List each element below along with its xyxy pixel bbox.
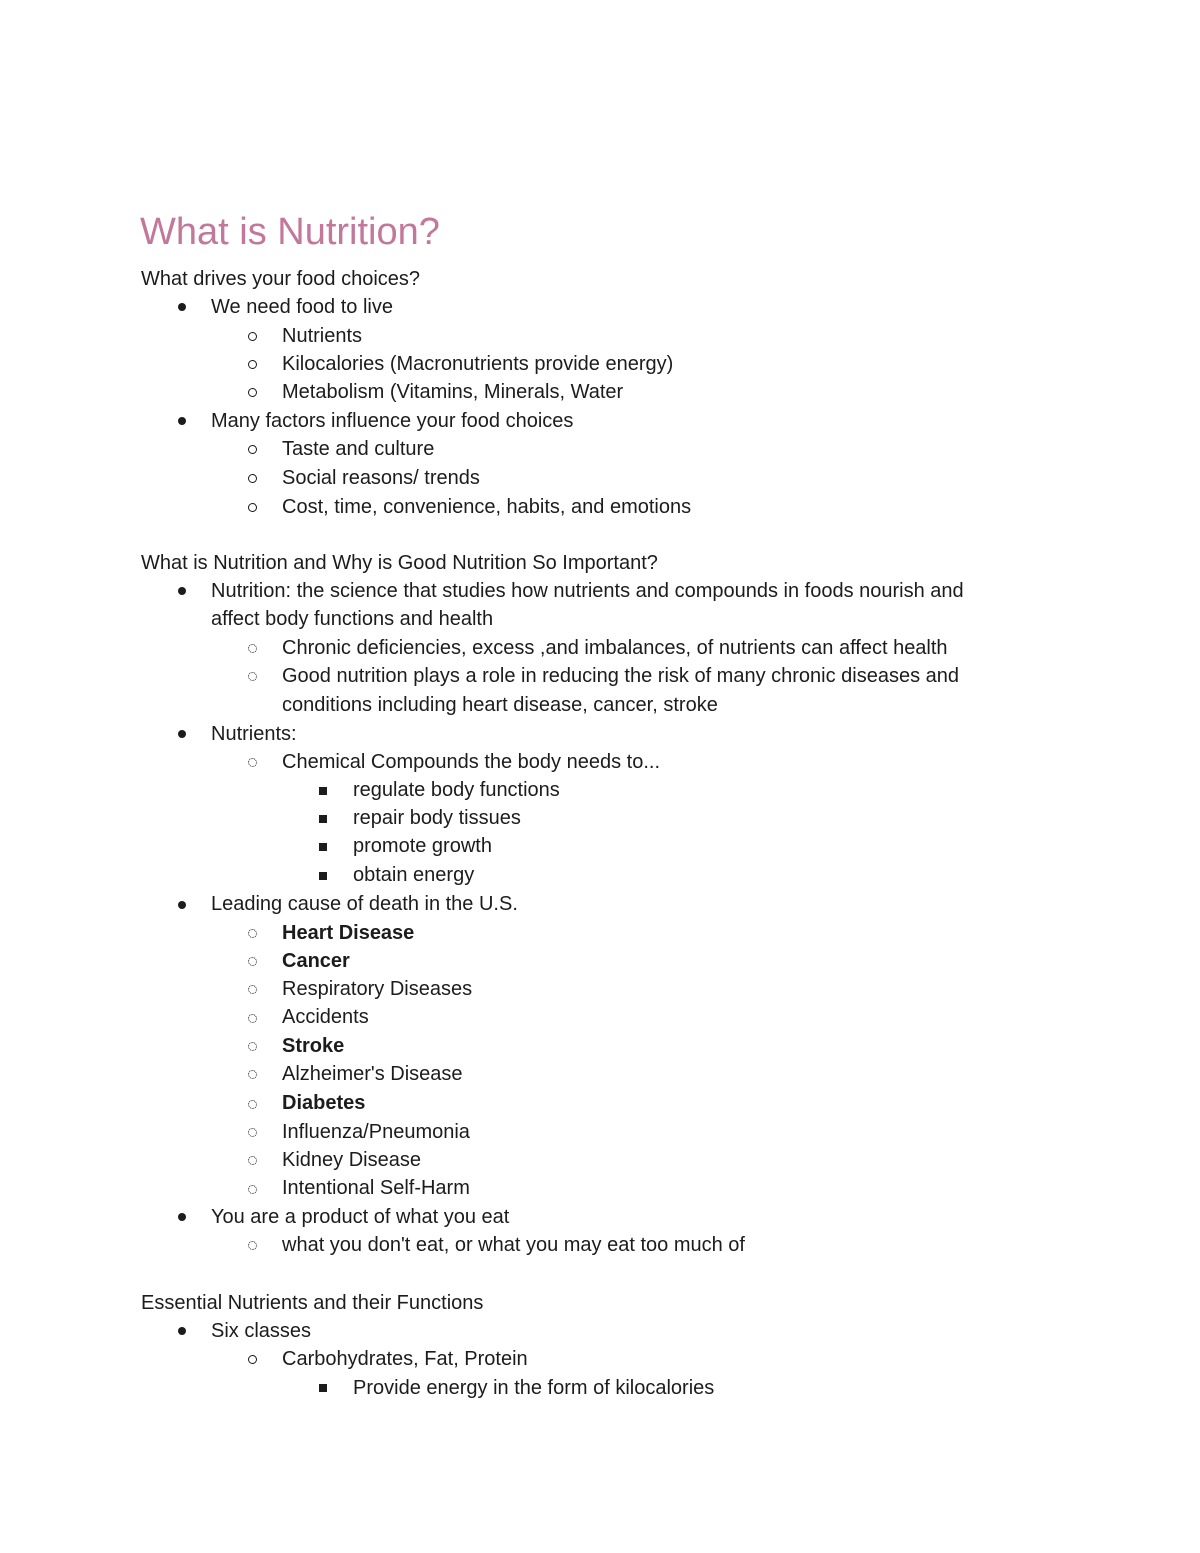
dotted-bullet-icon xyxy=(248,1070,257,1079)
dotted-bullet-icon xyxy=(248,1185,257,1194)
square-bullet-icon xyxy=(319,843,327,851)
list-item: obtain energy xyxy=(353,864,475,886)
page-title: What is Nutrition? xyxy=(140,211,440,253)
list-item-continuation: affect body functions and health xyxy=(211,608,494,630)
list-item: Diabetes xyxy=(282,1092,366,1114)
list-item: Nutrients: xyxy=(211,723,297,745)
list-item: Respiratory Diseases xyxy=(282,978,473,1000)
dotted-bullet-icon xyxy=(248,644,257,653)
list-item: Provide energy in the form of kilocalories xyxy=(353,1377,715,1399)
list-item: Cancer xyxy=(282,950,350,972)
dotted-bullet-icon xyxy=(248,1042,257,1051)
section-heading-essential-nutrients: Essential Nutrients and their Functions xyxy=(141,1292,484,1314)
list-item: Metabolism (Vitamins, Minerals, Water xyxy=(282,381,624,403)
list-item: Stroke xyxy=(282,1035,345,1057)
hollow-bullet-icon xyxy=(248,360,257,369)
bullet-icon xyxy=(178,417,186,425)
dotted-bullet-icon xyxy=(248,672,257,681)
list-item: Chemical Compounds the body needs to... xyxy=(282,751,660,773)
list-item: Influenza/Pneumonia xyxy=(282,1121,470,1143)
bullet-icon xyxy=(178,303,186,311)
hollow-bullet-icon xyxy=(248,332,257,341)
bullet-icon xyxy=(178,587,186,595)
hollow-bullet-icon xyxy=(248,445,257,454)
list-item: Carbohydrates, Fat, Protein xyxy=(282,1348,528,1370)
section-heading-food-choices: What drives your food choices? xyxy=(141,268,421,290)
list-item: what you don't eat, or what you may eat too much of xyxy=(282,1234,745,1256)
hollow-bullet-icon xyxy=(248,474,257,483)
square-bullet-icon xyxy=(319,872,327,880)
list-item: Six classes xyxy=(211,1320,312,1342)
dotted-bullet-icon xyxy=(248,985,257,994)
list-item: Kilocalories (Macronutrients provide energy) xyxy=(282,353,674,375)
list-item: Many factors influence your food choices xyxy=(211,410,574,432)
list-item: Heart Disease xyxy=(282,922,415,944)
list-item: Chronic deficiencies, excess ,and imbalances, of nutrients can affect health xyxy=(282,637,948,659)
square-bullet-icon xyxy=(319,787,327,795)
square-bullet-icon xyxy=(319,815,327,823)
list-item: Alzheimer's Disease xyxy=(282,1063,463,1085)
dotted-bullet-icon xyxy=(248,957,257,966)
section-heading-why-nutrition: What is Nutrition and Why is Good Nutrition So Important? xyxy=(141,552,658,574)
dotted-bullet-icon xyxy=(248,1014,257,1023)
bullet-icon xyxy=(178,730,186,738)
square-bullet-icon xyxy=(319,1384,327,1392)
list-item: regulate body functions xyxy=(353,779,560,801)
hollow-bullet-icon xyxy=(248,503,257,512)
dotted-bullet-icon xyxy=(248,1156,257,1165)
list-item: Nutrients xyxy=(282,325,363,347)
list-item: Leading cause of death in the U.S. xyxy=(211,893,518,915)
bullet-icon xyxy=(178,1213,186,1221)
list-item: Cost, time, convenience, habits, and emotions xyxy=(282,496,692,518)
list-item: Accidents xyxy=(282,1006,369,1028)
bullet-icon xyxy=(178,1327,186,1335)
list-item: Taste and culture xyxy=(282,438,435,460)
list-item-continuation: conditions including heart disease, cancer, stroke xyxy=(282,694,718,716)
hollow-bullet-icon xyxy=(248,1355,257,1364)
list-item: Nutrition: the science that studies how nutrients and compounds in foods nourish and xyxy=(211,580,964,602)
hollow-bullet-icon xyxy=(248,388,257,397)
bullet-icon xyxy=(178,901,186,909)
dotted-bullet-icon xyxy=(248,1241,257,1250)
list-item: Social reasons/ trends xyxy=(282,467,480,489)
dotted-bullet-icon xyxy=(248,1100,257,1109)
list-item: Kidney Disease xyxy=(282,1149,421,1171)
dotted-bullet-icon xyxy=(248,929,257,938)
list-item: promote growth xyxy=(353,835,492,857)
list-item: Good nutrition plays a role in reducing the risk of many chronic diseases and xyxy=(282,665,960,687)
list-item: We need food to live xyxy=(211,296,393,318)
list-item: Intentional Self-Harm xyxy=(282,1177,470,1199)
dotted-bullet-icon xyxy=(248,758,257,767)
dotted-bullet-icon xyxy=(248,1128,257,1137)
list-item: You are a product of what you eat xyxy=(211,1206,510,1228)
list-item: repair body tissues xyxy=(353,807,521,829)
